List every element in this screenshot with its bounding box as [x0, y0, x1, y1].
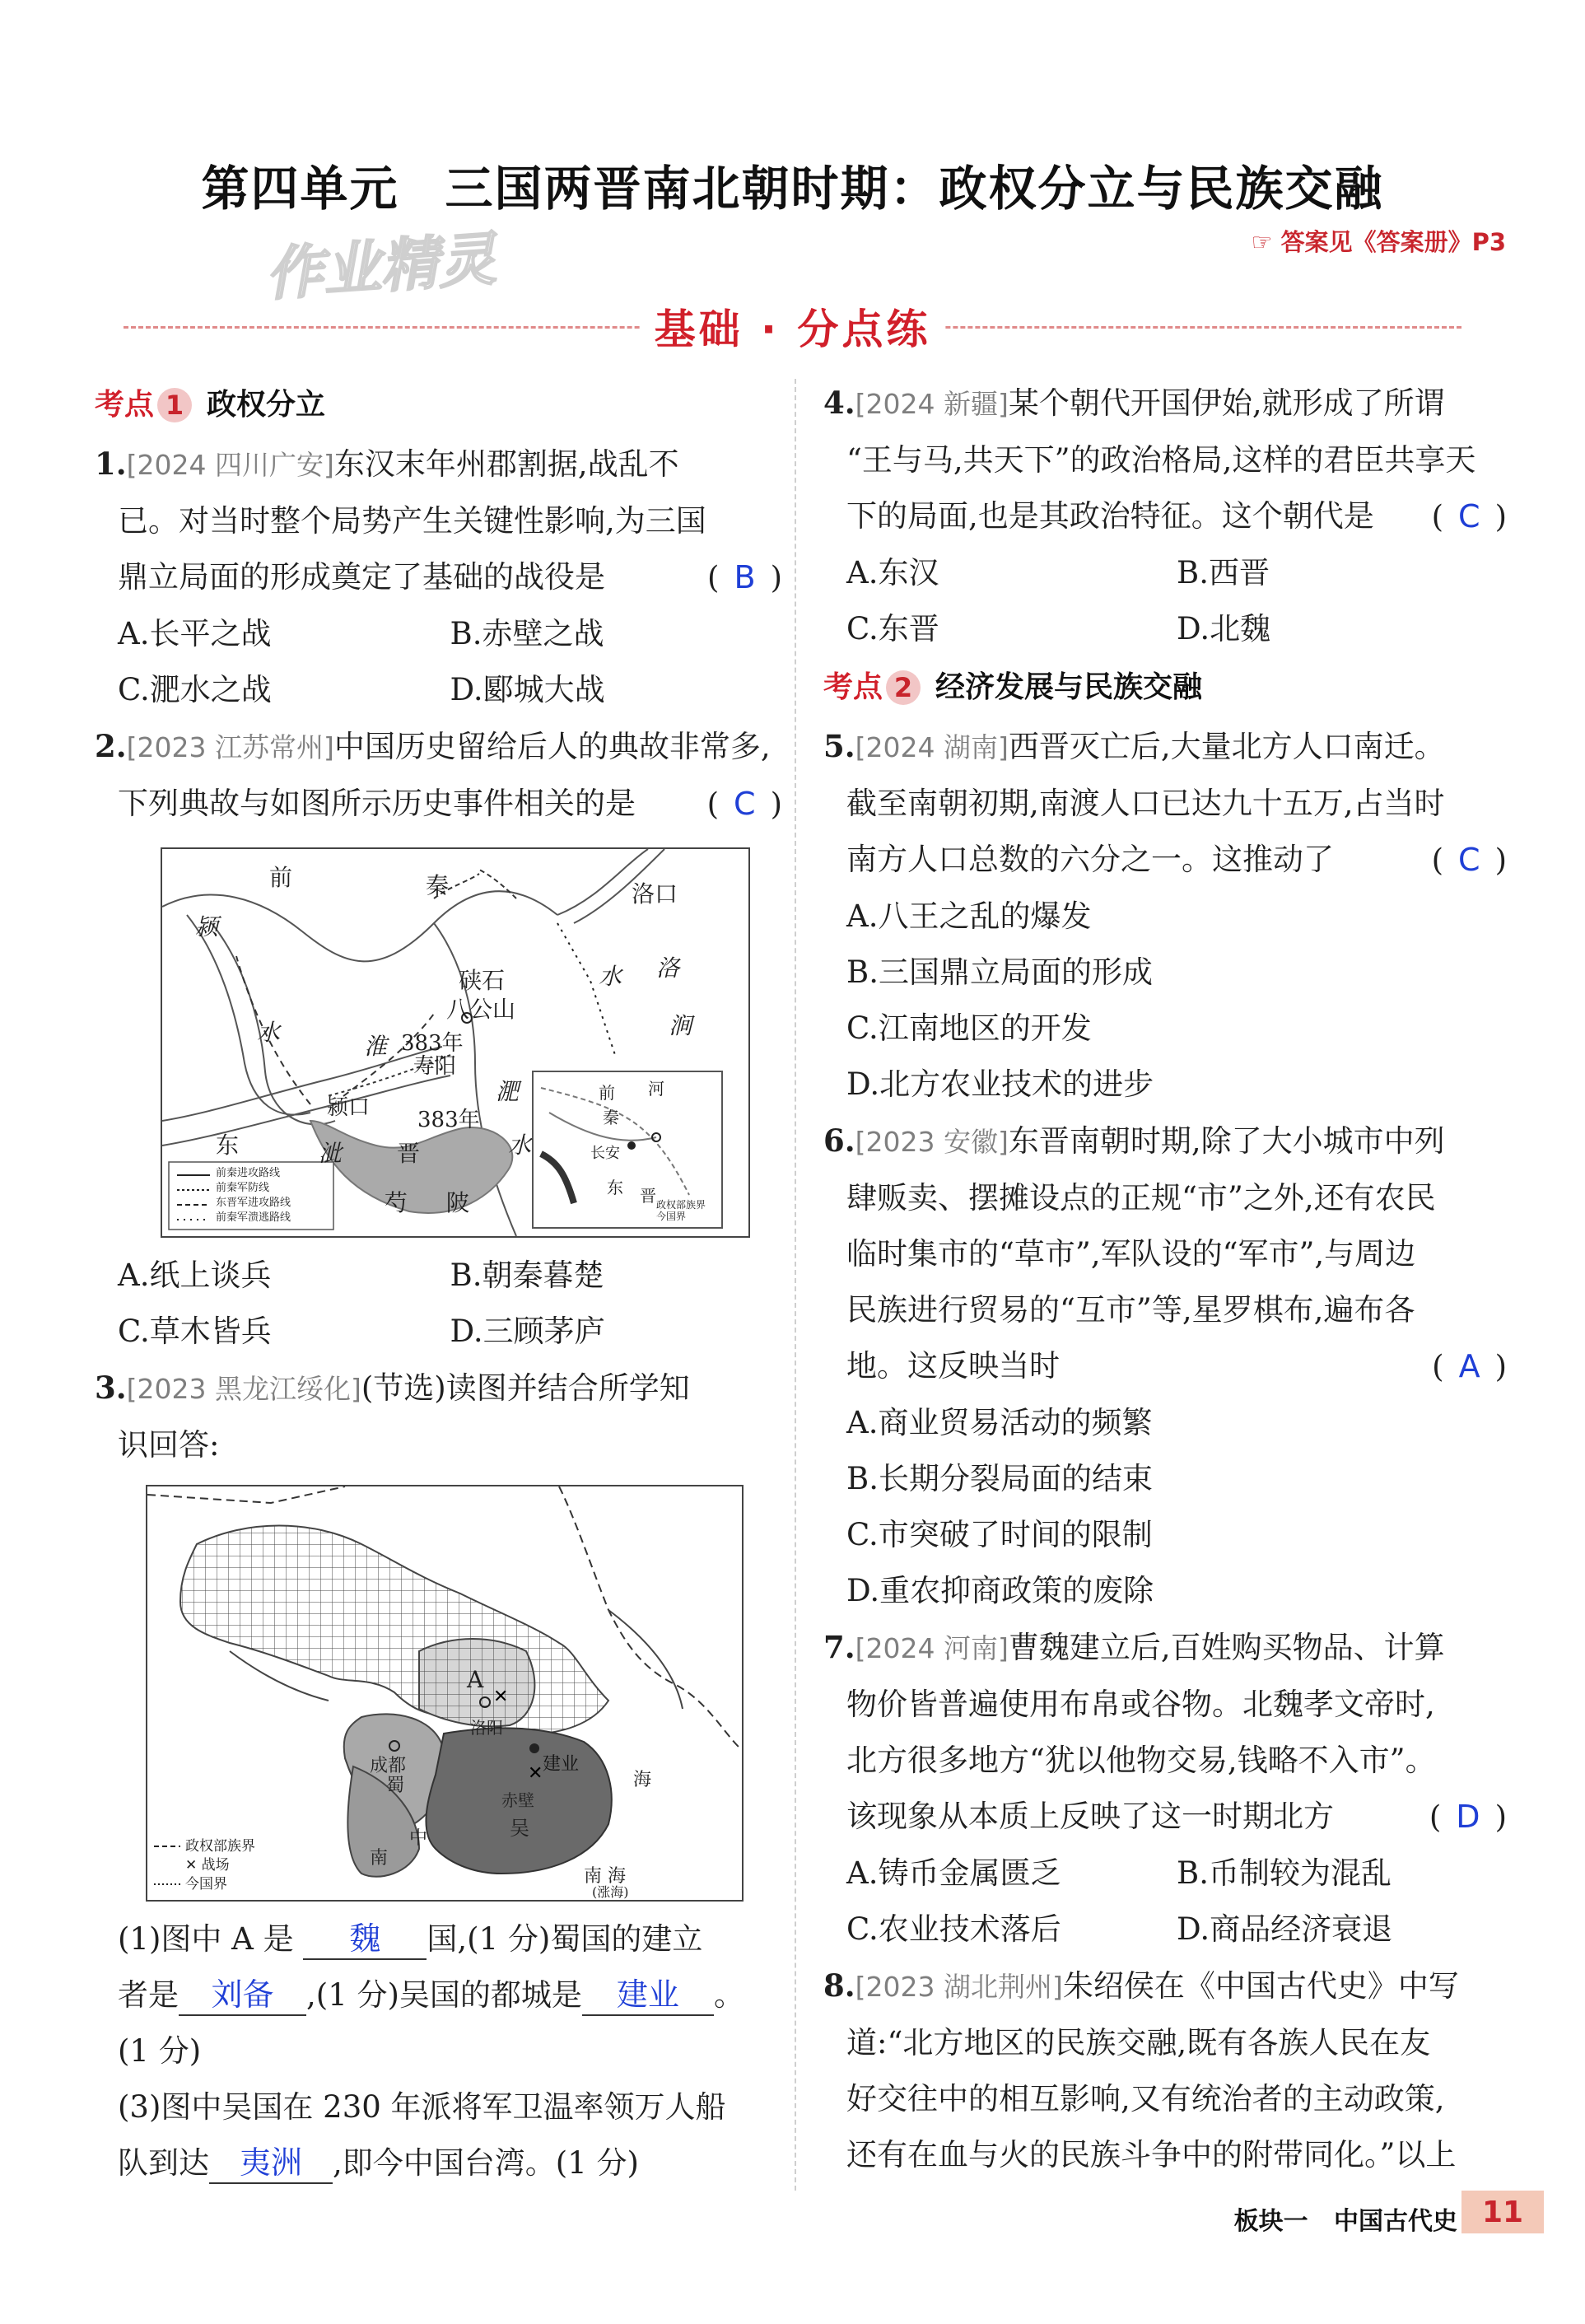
map-label-a: A	[467, 1666, 484, 1693]
map-label: 383年	[417, 1108, 480, 1132]
svg-text:✕: ✕	[493, 1687, 509, 1707]
map-label: 水	[599, 963, 622, 990]
map-label: 淝	[496, 1078, 520, 1105]
map-label: 南 海	[584, 1866, 626, 1887]
map-label: 晋	[640, 1186, 656, 1206]
watermark: 作业精灵	[263, 225, 498, 309]
question-4: 4.[2024 新疆]某个朝代开国伊始,就形成了所谓 “王与马,共天下”的政治格局,这样的君臣共享天 下的局面,也是其政治特征。这个朝代是 ( C ) A.东汉 B.西晋 C.东晋 D.北魏	[823, 375, 1507, 657]
map-label: 东	[216, 1132, 240, 1159]
q2-options: A.纸上谈兵 B.朝秦暮楚 C.草木皆兵 D.三顾茅庐	[118, 1258, 605, 1349]
map-label: 淮	[364, 1033, 388, 1060]
map-label: 洛阳	[470, 1718, 503, 1738]
map-label: 八公山	[446, 996, 516, 1023]
pointing-hand-icon: ☞	[1251, 228, 1281, 256]
question-5: 5.[2024 湖南]西晋灭亡后,大量北方人口南迁。 截至南朝初期,南渡人口已达九十五万,占当时 南方人口总数的六分之一。这推动了 ( C ) A.八王之乱的爆发 B.三国鼎立局面的形成 C.江南地区的开发 D.北方农业技术的进步	[823, 718, 1507, 1113]
q1-options: A.长平之战 B.赤壁之战 C.淝水之战 D.郾城大战	[118, 616, 605, 707]
right-column	[823, 375, 1507, 2183]
q7-options: A.铸币金属匮乏 B.币制较为混乱 C.农业技术落后 D.商品经济衰退	[846, 1855, 1393, 1947]
kaodian-1-heading: 考点 1 政权分立	[95, 388, 326, 422]
map-label: (涨海)	[592, 1884, 629, 1900]
map-label: 海	[633, 1770, 652, 1790]
q3-sub3: (3)图中吴国在 230 年派将军卫温率领万人船	[118, 2089, 726, 2125]
q6-options: A.商业贸易活动的频繁 B.长期分裂局面的结束 C.市突破了时间的限制 D.重农抑商政策的废除	[846, 1405, 1154, 1608]
page-number: 11	[1461, 2191, 1544, 2233]
map-label: 秦	[426, 872, 450, 899]
section-title: 基础 · 分点练	[641, 306, 944, 353]
map-label: 水	[508, 1132, 532, 1159]
question-6: 6.[2023 安徽]东晋南朝时期,除了大小城市中列 肆贩卖、摆摊设点的正规“市”之外,还有农民 临时集市的“草市”,军队设的“军市”,与周边 民族进行贸易的“互市”等,星罗棋布,遍布各 地。这反映当时 ( A ) A.商业贸易活动的频繁 B.长期分裂局面的结束 C.市突破了时间的限制 D.重农抑商政策的废除	[823, 1113, 1507, 1619]
answer-4: C	[1458, 498, 1480, 534]
map-label: 河	[648, 1079, 664, 1099]
map-label: 颍口	[327, 1095, 371, 1120]
question-8: 8.[2023 湖北荆州]朱绍侯在《中国古代史》中写 道:“北方地区的民族交融,既有各族人民在友 好交往中的相互影响,又有统治者的主动政策, 还有在血与火的民族斗争中的附带同化。”以上	[823, 1967, 1459, 2172]
map-label: 晋	[397, 1140, 421, 1167]
answer-2: C	[734, 786, 756, 822]
answer-6: A	[1458, 1348, 1480, 1384]
answer-blank-a[interactable]: 魏	[303, 1919, 427, 1960]
map-label: 成都	[370, 1756, 407, 1776]
map-label: 383年	[401, 1031, 464, 1056]
page-title: 第四单元 三国两晋南北朝时期：政权分立与民族交融	[201, 161, 1384, 217]
map-label: 洛口	[632, 880, 678, 908]
answer-5: C	[1458, 842, 1480, 878]
footer-label: 板块一 中国古代史	[1233, 2207, 1457, 2236]
left-column	[95, 375, 782, 2191]
question-3: 3.[2023 黑龙江绥化](节选)读图并结合所学知 识回答: ✕ ✕ A 洛阳 成都 蜀 建业 赤壁 吴 海 南 中 南 海 (涨海) 政权部族界 ✕ 战场 今国界 (1)图中 A 是 魏 国,(1 分)蜀国的建立 者是 刘备 ,(1 分)吴国的都城是 建业 。 (1 分) (3)图中吴国在 230 年派将军卫温率领万人船 队到达 夷洲 ,即今中国台湾。(1 分)	[95, 1360, 782, 2191]
map-label: 寿阳	[413, 1054, 457, 1079]
map-label: 洛	[656, 954, 680, 982]
map-label: 中	[409, 1828, 428, 1849]
map-label: 涧	[669, 1012, 692, 1039]
three-kingdoms-map	[146, 1485, 744, 1902]
map-label: 长安	[590, 1145, 620, 1162]
answer-7: D	[1456, 1799, 1480, 1835]
inset-legend: 政权部族界 今国界	[656, 1199, 706, 1222]
map-label: 蜀	[386, 1776, 405, 1796]
map-label: 前	[599, 1083, 615, 1103]
question-7: 7.[2024 河南]曹魏建立后,百姓购买物品、计算 物价皆普遍使用布帛或谷物。北魏孝文帝时, 北方很多地方“犹以他物交易,钱略不入市”。 该现象从本质上反映了这一时期北方 ( D ) A.铸币金属匮乏 B.币制较为混乱 C.农业技术落后 D.商品经济衰退	[823, 1619, 1507, 1958]
map-label: 泚	[319, 1140, 343, 1167]
answer-blank-c[interactable]: 建业	[582, 1975, 714, 2016]
answer-blank-d[interactable]: 夷洲	[209, 2143, 333, 2184]
column-divider	[795, 379, 796, 2191]
q3-sub1: (1)图中 A 是 魏 国,(1 分)蜀国的建立	[95, 1911, 782, 1967]
map-label: 颍	[195, 913, 219, 940]
battle-cross-icon: ✕	[185, 1857, 202, 1874]
map-label: 陂	[446, 1189, 470, 1216]
map-label: 芍	[385, 1189, 408, 1216]
map-label: 东	[607, 1178, 623, 1197]
answer-1: B	[734, 559, 756, 595]
answer-blank-b[interactable]: 刘备	[179, 1975, 306, 2016]
question-2: 2.[2023 江苏常州]中国历史留给后人的典故非常多, 下列典故与如图所示历史事件相关的是 ( C ) 前 秦 颍 水 洛口 洛 水 硖石 八公山 淮 383年 寿阳 涧 颍口 383年 淝 水 东 泚 晋 芍 陂 前秦进攻路线 前秦军防线 东晋军进攻路线 前秦军溃逃路线 前 秦 河 长安 东 晋 政权部族界 今国界 A.纸上谈兵 B.朝秦暮楚 C.草木皆兵 D.三顾茅庐	[95, 718, 782, 1360]
q4-options: A.东汉 B.西晋 C.东晋 D.北魏	[846, 555, 1271, 646]
map-label: 前	[269, 864, 293, 891]
map-label: 建业	[543, 1754, 580, 1775]
map-legend: 前秦进攻路线 前秦军防线 东晋军进攻路线 前秦军溃逃路线	[216, 1167, 291, 1224]
q5-options: A.八王之乱的爆发 B.三国鼎立局面的形成 C.江南地区的开发 D.北方农业技术的进步	[846, 898, 1154, 1102]
kaodian-2-heading: 考点 2 经济发展与民族交融	[823, 670, 1203, 704]
map-label: 硖石	[459, 967, 506, 994]
feishui-battle-map	[161, 847, 750, 1238]
section-banner	[124, 296, 1461, 354]
map-label: 赤壁	[501, 1790, 534, 1810]
answer-reference: ☞ 答案见《答案册》P3	[1251, 228, 1506, 256]
map-legend: 政权部族界 ✕ 战场 今国界	[185, 1838, 255, 1892]
map-label: 吴	[510, 1817, 529, 1840]
map-label: 秦	[603, 1108, 619, 1127]
map-label: 水	[257, 1019, 281, 1046]
svg-text:✕: ✕	[528, 1763, 543, 1784]
map-label: 南	[370, 1848, 389, 1869]
question-1: 1.[2024 四川广安]东汉末年州郡割据,战乱不 已。对当时整个局势产生关键性影响,为三国 鼎立局面的形成奠定了基础的战役是 ( B ) A.长平之战 B.赤壁之战 C.淝水之战 D.郾城大战	[95, 436, 782, 718]
